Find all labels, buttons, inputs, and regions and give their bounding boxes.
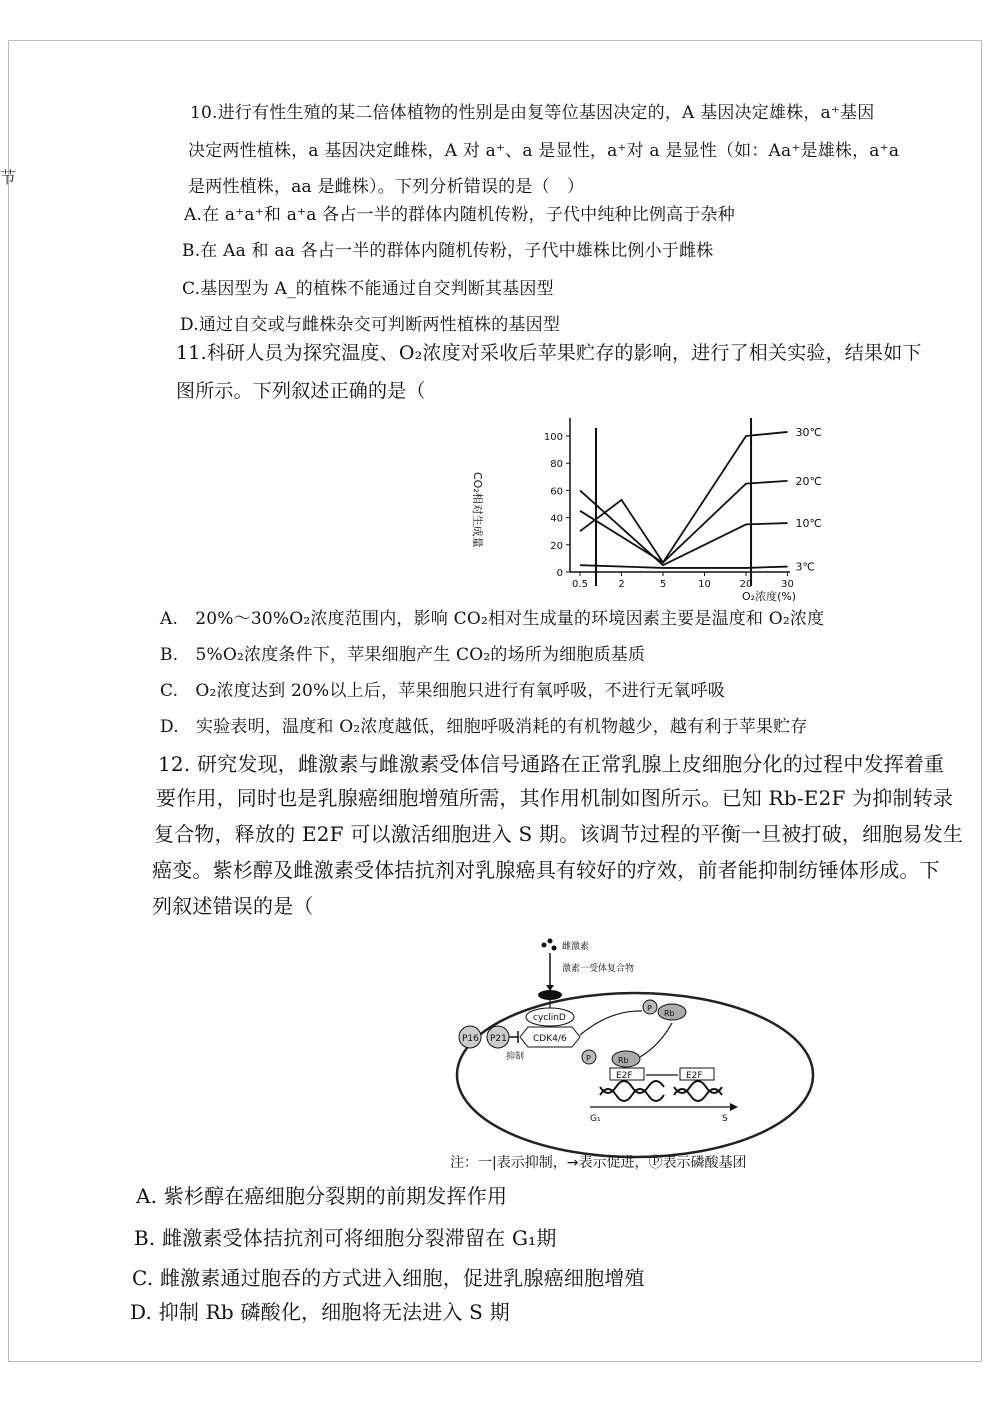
q11-option-b: B. 5%O₂浓度条件下，苹果细胞产生 CO₂的场所为细胞质基质 [160, 645, 646, 665]
g1-label: G₁ [590, 1114, 601, 1124]
complex-label: 激素一受体复合物 [562, 964, 635, 974]
dna-helix [600, 1089, 664, 1101]
cell-diagram [450, 935, 820, 1155]
series-label-3: 3℃ [795, 560, 815, 574]
p21-label: P21 [490, 1034, 507, 1044]
q10-stem-line2: 决定两性植株，a 基因决定雌株，A 对 a⁺、a 是显性，a⁺对 a 是显性（如：Aa⁺是雄株，a⁺a [188, 141, 900, 161]
y-tick-label: 40 [550, 513, 563, 525]
diagram-note: 注：一|表示抑制，→表示促进，Ⓟ表示磷酸基团 [450, 1155, 747, 1171]
q12-option-c: C. 雌激素通过胞吞的方式进入细胞，促进乳腺癌细胞增殖 [132, 1266, 645, 1290]
chart-axes [570, 418, 790, 586]
q12-stem-line2: 要作用，同时也是乳腺癌细胞增殖所需，其作用机制如图所示。已知 Rb-E2F 为抑制转录 [156, 786, 954, 810]
q10-option-d: D.通过自交或与雌株杂交可判断两性植株的基因型 [180, 315, 561, 335]
estrogen-label: 雌激素 [562, 942, 590, 952]
series-line-1 [580, 481, 788, 563]
q12-stem-line5: 列叙述错误的是（ [152, 894, 314, 918]
phosphate-label: P [647, 1004, 652, 1013]
estrogen-dot [542, 943, 547, 948]
series-label-0: 30℃ [795, 425, 822, 439]
co2-chart [471, 412, 822, 603]
x-tick-label: 5 [659, 579, 667, 590]
dna-helix-4 [674, 1081, 722, 1093]
phosphate-label-2: P [586, 1054, 591, 1063]
series-label-1: 20℃ [795, 474, 822, 488]
x-tick-label: 20 [739, 579, 753, 590]
dna-helix-2 [600, 1081, 664, 1093]
inhibit-label: 抑制 [506, 1052, 525, 1062]
series-line-3 [580, 565, 788, 568]
series-label-2: 10℃ [795, 517, 822, 531]
q11-option-a: A. 20%～30%O₂浓度范围内，影响 CO₂相对生成量的环境因素主要是温度和 O₂浓度 [160, 609, 825, 629]
cycle-arrowhead [730, 1103, 738, 1111]
rb-release-arrow [640, 1023, 672, 1057]
margin-mark: 节 [0, 168, 17, 187]
q11-option-d: D. 实验表明，温度和 O₂浓度越低，细胞呼吸消耗的有机物越少，越有利于苹果贮存 [160, 717, 808, 737]
chart-xlabel: O₂浓度(%) [742, 590, 797, 603]
chart-ylabel: CO₂相对生成量 [471, 472, 484, 548]
e2f-label: E2F [616, 1071, 633, 1081]
q11-option-c: C. O₂浓度达到 20%以上后，苹果细胞只进行有氧呼吸，不进行无氧呼吸 [160, 681, 725, 701]
y-tick-label: 80 [550, 459, 563, 471]
chart-series [580, 432, 788, 568]
cdk-label: CDK4/6 [533, 1034, 567, 1044]
q11-stem-line2: 图所示。下列叙述正确的是（ [176, 380, 426, 402]
q10-stem-line3: 是两性植株，aa 是雌株）。下列分析错误的是（ ） [188, 177, 585, 197]
q10-option-b: B.在 Aa 和 aa 各占一半的群体内随机传粉，子代中雄株比例小于雌株 [182, 241, 714, 261]
q12-option-d: D. 抑制 Rb 磷酸化，细胞将无法进入 S 期 [130, 1300, 510, 1324]
y-tick-label: 100 [543, 432, 563, 443]
q11-stem-line1: 11.科研人员为探究温度、O₂浓度对采收后苹果贮存的影响，进行了相关实验，结果如下 [176, 342, 922, 364]
q12-stem-line1: 12. 研究发现，雌激素与雌激素受体信号通路在正常乳腺上皮细胞分化的过程中发挥着重 [158, 752, 945, 776]
series-line-2 [580, 490, 788, 565]
y-tick-label: 20 [550, 540, 563, 552]
s-label: S [722, 1114, 728, 1124]
y-tick-label: 0 [556, 568, 563, 579]
q12-stem-line3: 复合物，释放的 E2F 可以激活细胞进入 S 期。该调节过程的平衡一旦被打破，细胞易发生 [154, 822, 964, 846]
q10-option-c: C.基因型为 A_的植株不能通过自交判断其基因型 [182, 279, 554, 299]
cyclin-label: cyclinD [533, 1013, 566, 1023]
dna-helix-3 [674, 1089, 722, 1101]
x-tick-label: 0.5 [572, 579, 588, 590]
x-tick-label: 30 [781, 579, 794, 590]
cdk-to-rb-arrow [580, 1011, 642, 1035]
q10-stem-line1: 10.进行有性生殖的某二倍体植物的性别是由复等位基因决定的，A 基因决定雄株，a⁺基因 [190, 103, 875, 123]
x-tick-label: 10 [698, 579, 711, 590]
rb-label: Rb [664, 1009, 675, 1018]
q12-option-b: B. 雌激素受体拮抗剂可将细胞分裂滞留在 G₁期 [134, 1226, 557, 1250]
chart-series-labels [796, 426, 822, 574]
receptor-complex [538, 990, 562, 1000]
q12-option-a: A. 紫杉醇在癌细胞分裂期的前期发挥作用 [136, 1184, 508, 1208]
e2f-label-2: E2F [686, 1071, 703, 1081]
estrogen-dot [552, 946, 557, 951]
estrogen-dot [548, 939, 553, 944]
p16-label: P16 [462, 1034, 479, 1044]
q12-stem-line4: 癌变。紫杉醇及雌激素受体拮抗剂对乳腺癌具有较好的疗效，前者能抑制纺锤体形成。下 [152, 858, 940, 882]
q10-option-a: A.在 a⁺a⁺和 a⁺a 各占一半的群体内随机传粉，子代中纯种比例高于杂种 [184, 205, 735, 225]
y-tick-label: 60 [550, 486, 563, 498]
rb-label-2: Rb [618, 1056, 629, 1065]
x-tick-label: 2 [618, 579, 625, 590]
